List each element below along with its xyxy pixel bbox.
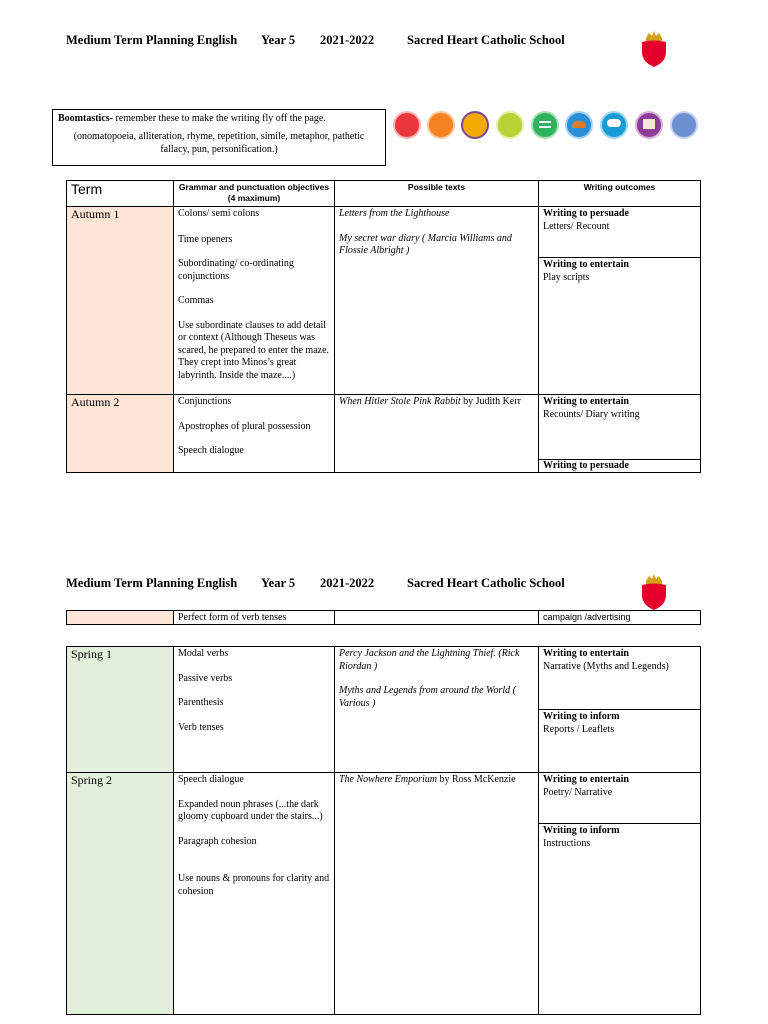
outcome-heading: Writing to persuade <box>543 460 629 471</box>
boomtastics-intro: remember these to make the writing fly off the page. <box>113 113 326 124</box>
grammar-item: Subordinating/ co-ordinating conjunctions <box>178 258 294 282</box>
grammar-cell: Perfect form of verb tenses <box>174 611 335 625</box>
grammar-item: Verb tenses <box>178 721 224 733</box>
outcome-heading: Writing to entertain <box>543 774 629 785</box>
header-outcomes: Writing outcomes <box>539 181 701 207</box>
pun-badge-icon <box>635 111 663 139</box>
boomtastics-list: (onomatopoeia, alliteration, rhyme, repetition, simile, metaphor, pathetic fallacy, pun, personification.) <box>73 131 365 155</box>
header-year: Year 5 <box>261 33 296 47</box>
text-title: Percy Jackson and the Lightning Thief. (Rick Riordan ) <box>339 648 520 672</box>
text-title: When Hitler Stole Pink Rabbit <box>339 396 461 407</box>
boomtastics-label: Boomtastics- <box>58 113 113 124</box>
rhyme-badge-icon <box>461 111 489 139</box>
header-texts: Possible texts <box>335 181 539 207</box>
grammar-item: Modal verbs <box>178 648 229 659</box>
school-crest-icon <box>640 30 668 68</box>
texts-cell <box>335 395 539 473</box>
table-row <box>67 611 701 625</box>
outcomes-cell <box>539 647 701 773</box>
grammar-item: Parenthesis <box>178 697 224 708</box>
header-dates: 2021-2022 <box>320 576 375 590</box>
outcome-detail: Narrative (Myths and Legends) <box>543 660 669 672</box>
table-row <box>67 395 701 473</box>
table-header-row <box>67 181 701 207</box>
outcome-detail: Play scripts <box>543 271 590 283</box>
boomtastics-box <box>52 109 386 166</box>
spring-planning-table <box>66 646 701 1015</box>
outcome-detail: Letters/ Recount <box>543 220 610 232</box>
text-author: by Ross McKenzie <box>436 774 516 785</box>
outcome-detail: Recounts/ Diary writing <box>543 408 640 420</box>
grammar-item: They crept into Minos’s great labyrinth. Inside the maze....) <box>178 357 297 381</box>
outcome-detail: Reports / Leaflets <box>543 723 615 735</box>
texts-cell <box>335 647 539 773</box>
boomtastic-badges <box>393 111 699 139</box>
term-cell: Spring 1 <box>67 647 174 773</box>
page1-header <box>66 33 626 49</box>
header-term: Term <box>67 181 174 207</box>
grammar-item: Paragraph cohesion <box>178 835 257 847</box>
header-year: Year 5 <box>261 576 296 590</box>
term-cell: Autumn 1 <box>67 207 174 395</box>
table-row <box>67 773 701 1015</box>
outcome-divider <box>539 257 700 258</box>
grammar-item: Commas <box>178 295 214 306</box>
outcomes-cell <box>539 773 701 1015</box>
text-title: The Nowhere Emporium <box>339 774 437 785</box>
outcome-detail: Instructions <box>543 837 591 849</box>
page2-header <box>66 576 626 592</box>
text-title: My secret war diary ( Marcia Williams and Flossie Albright ) <box>339 232 512 256</box>
texts-cell <box>335 207 539 395</box>
grammar-item: Speech dialogue <box>178 774 244 785</box>
grammar-item: Use nouns & pronouns for clarity and cohesion <box>178 873 330 897</box>
term-cell: Autumn 2 <box>67 395 174 473</box>
outcome-detail: campaign /advertising <box>539 611 701 625</box>
grammar-item: Apostrophes of plural possession <box>178 420 311 432</box>
outcome-heading: Writing to entertain <box>543 259 629 270</box>
grammar-item: Speech dialogue <box>178 445 244 456</box>
grammar-item: Colons/ semi colons <box>178 208 260 219</box>
continuation-row-table <box>66 610 701 625</box>
header-school: Sacred Heart Catholic School <box>407 576 565 590</box>
outcome-heading: Writing to persuade <box>543 208 629 219</box>
header-title: Medium Term Planning English <box>66 33 238 47</box>
outcome-heading: Writing to entertain <box>543 648 629 659</box>
grammar-item: Use subordinate clauses to add detail or context (Although Theseus was scared, he prepared to enter the maze. <box>178 319 330 356</box>
table-row <box>67 647 701 773</box>
metaphor-badge-icon <box>565 111 593 139</box>
header-title: Medium Term Planning English <box>66 576 238 590</box>
outcome-heading: Writing to inform <box>543 825 620 836</box>
outcomes-cell <box>539 395 701 473</box>
grammar-item: Expanded noun phrases (...the dark gloomy cupboard under the stairs...) <box>178 798 323 822</box>
texts-cell <box>335 773 539 1015</box>
grammar-cell <box>174 395 335 473</box>
person-badge-icon <box>670 111 698 139</box>
outcome-divider <box>539 709 700 710</box>
term-cell: Spring 2 <box>67 773 174 1015</box>
grammar-cell <box>174 773 335 1015</box>
school-crest-icon <box>640 573 668 611</box>
text-title: Myths and Legends from around the World ( Various ) <box>339 685 516 709</box>
table-row <box>67 207 701 395</box>
boom-badge-icon <box>393 111 421 139</box>
texts-cell <box>335 611 539 625</box>
grammar-cell <box>174 647 335 773</box>
cloud-rain-icon <box>600 111 628 139</box>
grammar-item: Time openers <box>178 233 233 245</box>
outcome-divider <box>539 823 700 824</box>
autumn-planning-table <box>66 180 701 473</box>
grammar-item: Passive verbs <box>178 672 233 684</box>
header-school: Sacred Heart Catholic School <box>407 33 565 47</box>
equals-simile-icon <box>531 111 559 139</box>
grammar-cell <box>174 207 335 395</box>
outcome-detail: Poetry/ Narrative <box>543 786 613 798</box>
ear-badge-icon <box>427 111 455 139</box>
text-author: by Judith Kerr <box>460 396 521 407</box>
header-grammar: Grammar and punctuation objectives (4 maximum) <box>174 181 335 207</box>
term-cell <box>67 611 174 625</box>
grammar-item: Conjunctions <box>178 396 232 407</box>
outcomes-cell <box>539 207 701 395</box>
alliteration-badge-icon <box>496 111 524 139</box>
header-dates: 2021-2022 <box>320 33 375 47</box>
outcome-heading: Writing to inform <box>543 711 620 722</box>
outcome-heading: Writing to entertain <box>543 396 629 407</box>
text-title: Letters from the Lighthouse <box>339 208 450 219</box>
